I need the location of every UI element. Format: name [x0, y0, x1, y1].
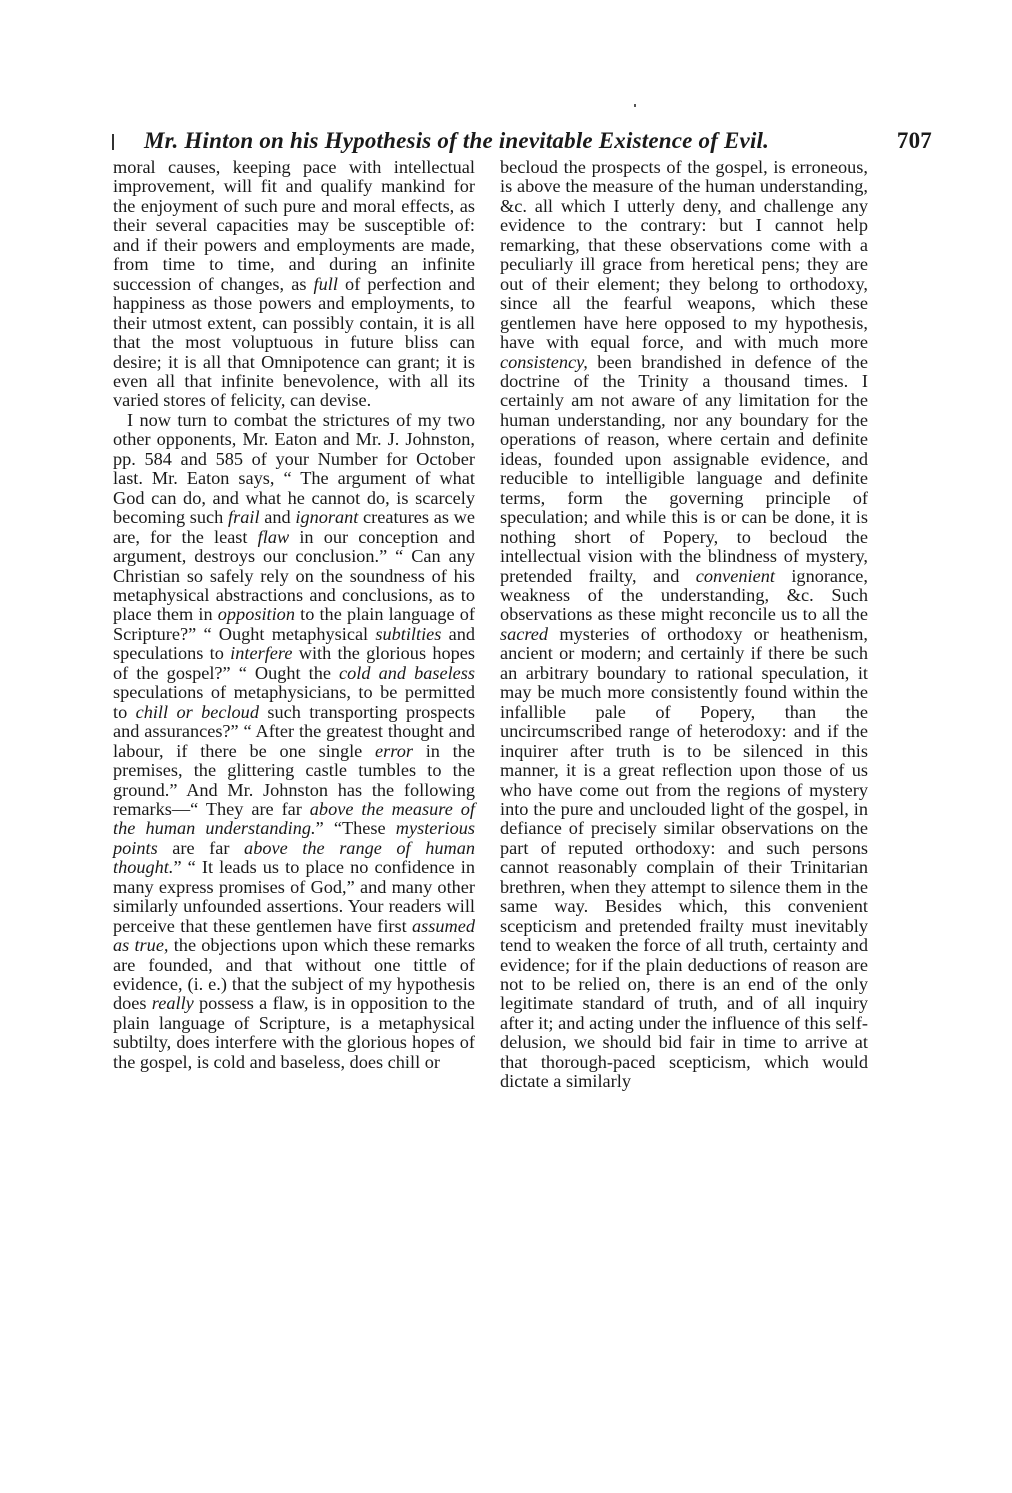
page-number: 707 [896, 128, 932, 153]
running-head [112, 128, 932, 154]
paragraph: I now turn to combat the strictures of my two other opponents, Mr. Eaton and Mr. J. Johnston, pp. 584 and 585 of your Number for October last. Mr. Eaton says, “ The argument of what God can do, and what he cannot do, is scarcely becoming such frail and ignorant creatures as we are, for the least flaw in our conception and argument, destroys our conclusion.” “ Can any Christian so safely rely on the soundness of his metaphysical abstractions and conclusions, as to place them in opposition to the plain language of Scripture?” “ Ought metaphysical subtilties and speculations to interfere with the glorious hopes of the gospel?” “ Ought the cold and baseless speculations of metaphysicians, to be permitted to chill or becloud such transporting prospects and assurances?” “ After the greatest thought and labour, if there be one single error in the premises, the glittering castle tumbles to the ground.” And Mr. Johnston has the following remarks—“ They are far above the measure of the human understanding.” “These mysterious points are far above the range of human thought.” “ It leads us to place no confidence in many express promises of God,” and many other similarly unfounded assertions. Your readers will perceive that these gentlemen have first assumed as true, the objections upon which these remarks are founded, and that without one tittle of evidence, (i. e.) that the subject of my hypothesis does really possess a flaw, is in opposition to the plain language of Scripture, is a metaphysical subtilty, does interfere with the glorious hopes of the gospel, is cold and baseless, does chill or [113, 409, 476, 1072]
left-column [113, 158, 475, 1072]
margin-rule [112, 134, 114, 150]
page-speck [634, 104, 636, 107]
paragraph: moral causes, keeping pace with intellectual improvement, will fit and qualify mankind for the enjoyment of such pure and moral effects, as their several capacities may be susceptible of: and if their powers and employments are made, from time to time, and during an infinite succession of changes, as full of perfection and happiness as those powers and employments, to their utmost extent, can possibly contain, it is all that the most voluptuous in future bliss can desire; it is all that Omnipotence can grant; it is even all that infinite benevolence, with all its varied stores of felicity, can devise. [113, 157, 475, 411]
right-column [500, 158, 868, 1092]
paragraph: becloud the prospects of the gospel, is erroneous, is above the measure of the human understanding, &c. all which I utterly deny, and challenge any evidence to the contrary: but I cannot help remarking, that these observations come with a peculiarly ill grace from heretical pens; they are out of their element; they belong to orthodoxy, since all the fearful weapons, which these gentlemen have here opposed to my hypothesis, have with equal force, and with much more consistency, been brandished in defence of the doctrine of the Trinity a thousand times. I certainly am not aware of any limitation for the human understanding, nor any boundary for the operations of reason, where certain and definite ideas, founded upon assignable evidence, and reducible to intelligible language and definite terms, form the governing principle of speculation; and while this is or can be done, it is nothing short of Popery, to becloud the intellectual vision with the blindness of mystery, pretended frailty, and convenient ignorance, weakness of the understanding, &c. Such observations as these might reconcile us to all the sacred mysteries of orthodoxy or heathenism, ancient or modern; and certainly if there be such an arbitrary boundary to rational speculation, it may be much more consistently found within the infallible pale of Popery, than the uncircumscribed range of heterodoxy: and if the inquirer after truth is to be silenced in this manner, it is a great reflection upon those of us who have come out from the regions of mystery into the pure and unclouded light of the gospel, in defiance of precisely similar observations on the part of reputed orthodoxy: and such persons cannot reasonably complain of their Trinitarian brethren, when they attempt to silence them in the same way. Besides which, this convenient scepticism and pretended frailty must inevitably tend to weaken the force of all truth, certainty and evidence; for if the plain deductions of reason are not to be relied on, there is an end of the only legitimate standard of truth, and of all inquiry after it; and acting under the influence of this self-delusion, we should bid fair in time to arrive at that thorough-paced scepticism, which would dictate a similarly [500, 157, 868, 1092]
running-head-title: Mr. Hinton on his Hypothesis of the inevitable Existence of Evil. [144, 128, 770, 153]
